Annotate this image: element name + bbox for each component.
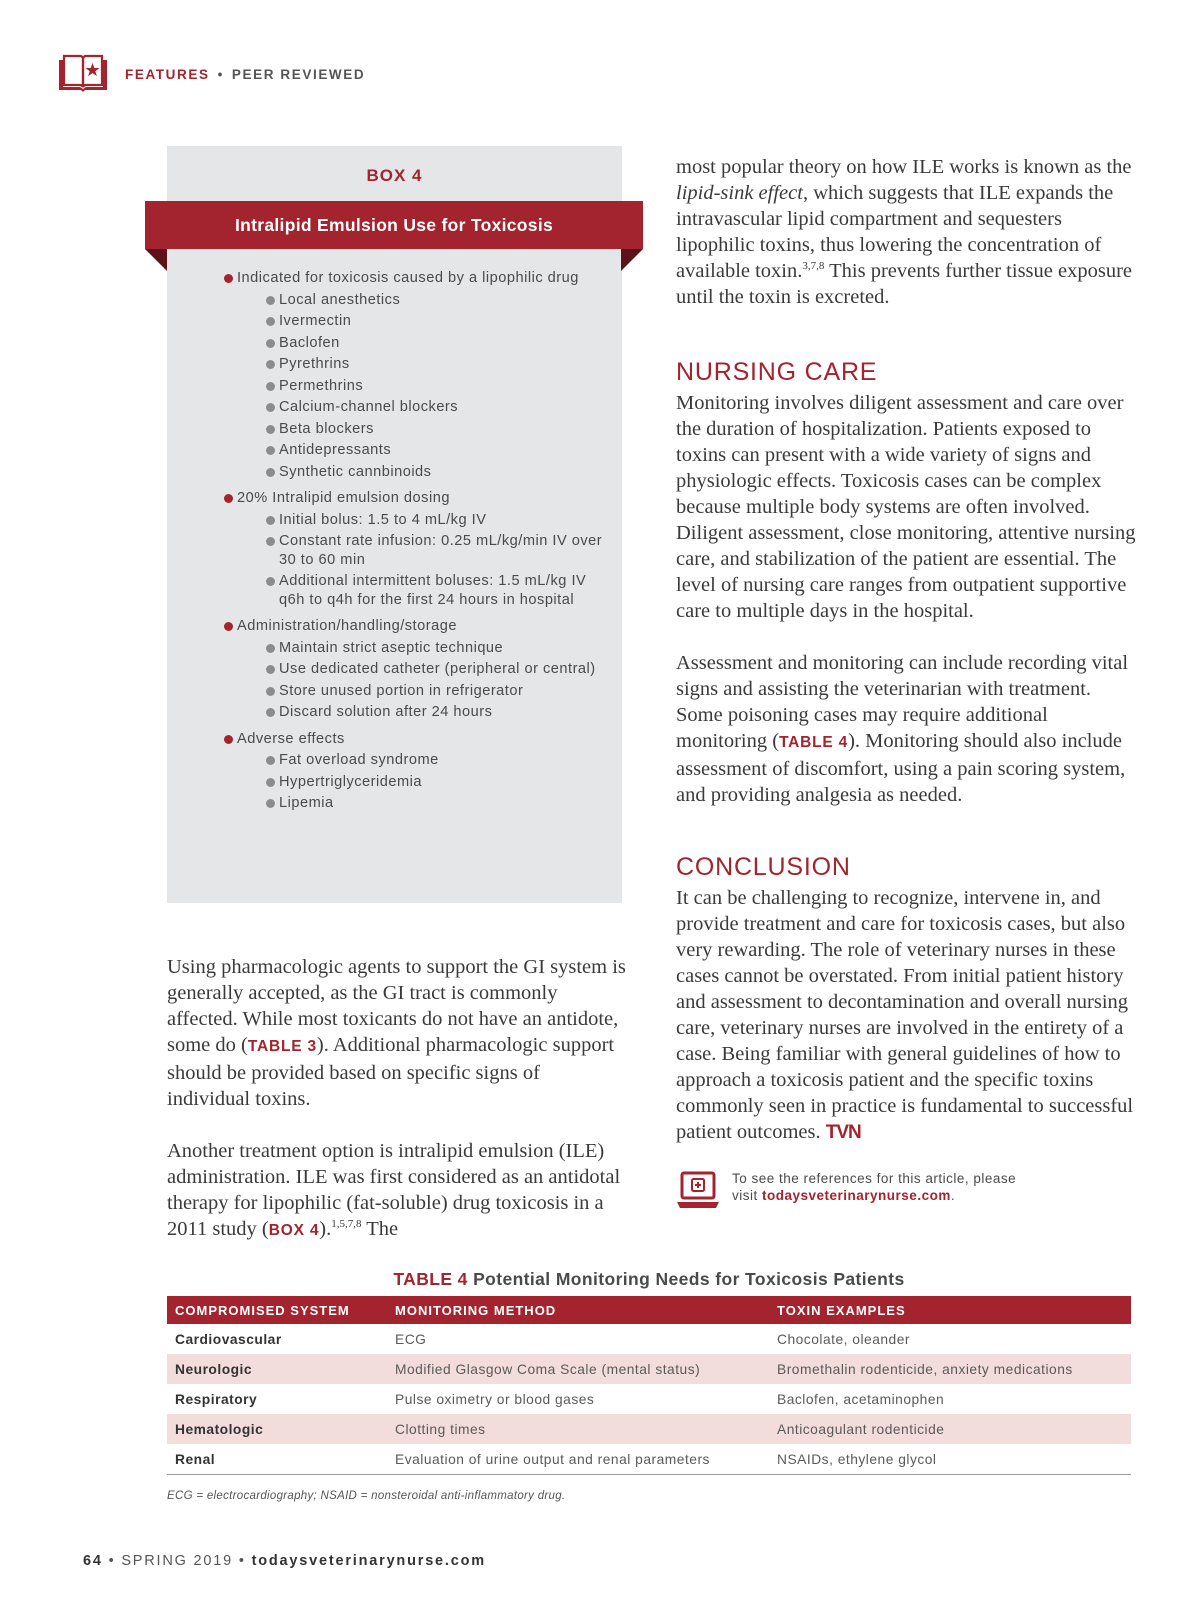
left-column	[167, 954, 627, 1244]
page-header	[57, 54, 365, 94]
cell-system: Hematologic	[167, 1414, 387, 1444]
tvn-end-mark: TVN	[825, 1122, 861, 1143]
paragraph-monitoring: Monitoring involves diligent assessment and care over the duration of hospitalization. Patients exposed to toxins can present with a wide variety of signs and physiologic effects. Toxicosis cases can be complex because multiple body systems are often involved. Diligent assessment, close monitoring, attentive nursing care, and stabilization of the patient are essential. The level of nursing care ranges from outpatient supportive care to multiple days in the hospital.	[676, 392, 1136, 622]
cell-system: Renal	[167, 1444, 387, 1475]
text-run: It can be challenging to recognize, intervene in, and provide treatment and care for toxicosis cases, but also very rewarding. The role of veterinary nurses in these cases cannot be overstated. From initial patient history and assessment to decontamination and overall nursing care, veterinary nurses are involved in the entirety of a case. Being familiar with general guidelines of how to approach a toxicosis patient and the specific toxins commonly seen in practice is fundamental to successful patient outcomes.	[676, 887, 1134, 1143]
page-footer	[83, 1553, 486, 1569]
monitoring-table	[167, 1296, 1131, 1475]
references-link[interactable]: todaysveterinarynurse.com	[762, 1188, 951, 1203]
references-suffix: .	[950, 1188, 956, 1203]
table-4-reference: TABLE 4	[779, 734, 849, 751]
book-star-icon	[57, 54, 109, 94]
box-sublist-item: Constant rate infusion: 0.25 mL/kg/min IV over 30 to 60 min	[237, 532, 604, 569]
box-sublist-item: Use dedicated catheter (peripheral or central)	[237, 660, 604, 679]
footer-site-link[interactable]: todaysveterinarynurse.com	[251, 1553, 486, 1569]
cell-method: Evaluation of urine output and renal parameters	[387, 1444, 769, 1475]
box-sublist-item: Ivermectin	[237, 312, 604, 331]
table-3-reference: TABLE 3	[247, 1038, 317, 1055]
table-row	[167, 1384, 1131, 1414]
box-4-reference: BOX 4	[268, 1222, 320, 1239]
box-list-item	[224, 489, 604, 609]
box-list-item-label: 20% Intralipid emulsion dosing	[237, 490, 450, 506]
box-title-banner: Intralipid Emulsion Use for Toxicosis	[145, 201, 643, 249]
cell-toxins: Bromethalin rodenticide, anxiety medications	[769, 1354, 1131, 1384]
table-title: Potential Monitoring Needs for Toxicosis Patients	[467, 1269, 905, 1289]
box-sublist-item: Permethrins	[237, 377, 604, 396]
box-sublist-item: Synthetic cannbinoids	[237, 463, 604, 482]
text-run: ). Monitoring should also include assessment of discomfort, using a pain scoring system, and providing analgesia as needed.	[676, 730, 1126, 806]
text-run: , which suggests that ILE expands the intravascular lipid compartment and sequesters lipophilic toxins, thus lowering the concentration of available toxin.	[676, 182, 1114, 282]
references-line: To see the references for this article, please	[732, 1171, 1017, 1186]
text-run: Assessment and monitoring can include recording vital signs and assisting the veterinarian with treatment. Some poisoning cases may require additional monitoring (	[676, 652, 1129, 752]
box-bullet-list	[224, 269, 604, 821]
table-row	[167, 1444, 1131, 1475]
cell-system: Respiratory	[175, 1391, 258, 1407]
cell-system: Neurologic	[167, 1354, 387, 1384]
citation-superscript: 1,5,7,8	[331, 1218, 362, 1230]
box-sublist-item: Pyrethrins	[237, 355, 604, 374]
right-column-intro	[676, 154, 1132, 310]
cell-toxins: Anticoagulant rodenticide	[769, 1414, 1131, 1444]
banner-fold-left	[145, 249, 167, 271]
box-label: BOX 4	[366, 166, 423, 185]
box-sublist-item: Initial bolus: 1.5 to 4 mL/kg IV	[237, 511, 604, 530]
table-header-row	[167, 1296, 1131, 1324]
features-label: FEATURES	[125, 66, 210, 82]
paragraph-assessment	[676, 650, 1136, 808]
cell-method: Pulse oximetry or blood gases	[395, 1391, 595, 1407]
nursing-care-section	[676, 390, 1136, 808]
header-separator: •	[217, 66, 224, 82]
cell-toxins: Chocolate, oleander	[777, 1331, 910, 1347]
text-run: Another treatment option is intralipid emulsion (ILE) administration. ILE was first considered as an antidotal therapy for lipophilic (fat-soluble) drug toxicosis in a 2011 study (	[167, 1140, 621, 1240]
section-label	[125, 67, 365, 82]
cell-method: Modified Glasgow Coma Scale (mental status)	[387, 1354, 769, 1384]
paragraph-conclusion	[676, 885, 1136, 1146]
cell-toxins: Baclofen, acetaminophen	[777, 1391, 945, 1407]
box-sublist-item: Discard solution after 24 hours	[237, 703, 604, 722]
box-sublist-item: Store unused portion in refrigerator	[237, 682, 604, 701]
text-run: ). Additional pharmacologic support should be provided based on specific signs of individual toxins.	[167, 1034, 615, 1110]
box-sublist-item: Hypertriglyceridemia	[237, 773, 604, 792]
table-label: TABLE 4	[393, 1269, 468, 1289]
paragraph-lipid-sink	[676, 154, 1132, 310]
cell-method: ECG	[395, 1331, 427, 1347]
paragraph-ile	[167, 1138, 627, 1244]
box-list-item-label: Indicated for toxicosis caused by a lipophilic drug	[237, 270, 579, 286]
box-sublist-item: Lipemia	[237, 794, 604, 813]
peer-reviewed-label: PEER REVIEWED	[231, 66, 366, 82]
box-sublist-item: Additional intermittent boluses: 1.5 mL/kg IV q6h to q4h for the first 24 hours in hospital	[237, 572, 604, 609]
table-footnote: ECG = electrocardiography; NSAID = nonsteroidal anti-inflammatory drug.	[167, 1490, 566, 1502]
references-text	[732, 1170, 1016, 1204]
box-list-item-label: Adverse effects	[237, 730, 345, 747]
text-run: most popular theory on how ILE works is known as the	[676, 156, 1132, 178]
footer-issue: SPRING 2019	[121, 1553, 233, 1569]
text-run: This prevents further tissue exposure until the toxin is excreted.	[676, 260, 1132, 308]
text-run: Using pharmacologic agents to support the GI system is generally accepted, as the GI tract is commonly affected. While most toxicants do not have an antidote, some do (	[167, 956, 626, 1056]
box-sublist-item: Antidepressants	[237, 441, 604, 460]
paragraph-gi-support	[167, 954, 627, 1112]
lipid-sink-term: lipid-sink effect	[676, 182, 803, 204]
header-compromised-system: COMPROMISED SYSTEM	[167, 1296, 387, 1324]
text-run: The	[361, 1218, 399, 1240]
box-list-item	[224, 269, 604, 481]
conclusion-section	[676, 885, 1136, 1146]
references-note	[676, 1170, 1016, 1215]
header-toxin-examples: TOXIN EXAMPLES	[769, 1296, 1131, 1324]
table-row	[167, 1414, 1131, 1444]
box-list-item-label: Administration/handling/storage	[237, 618, 457, 634]
box-list-item	[224, 617, 604, 722]
box-sublist-item: Local anesthetics	[237, 291, 604, 310]
cell-toxins: NSAIDs, ethylene glycol	[769, 1444, 1131, 1475]
box-list-item	[224, 730, 604, 813]
text-run: ).	[319, 1218, 332, 1240]
cell-method: Clotting times	[387, 1414, 769, 1444]
references-prefix: visit	[732, 1188, 762, 1203]
box-sublist-item: Maintain strict aseptic technique	[237, 639, 604, 658]
header-monitoring-method: MONITORING METHOD	[387, 1296, 769, 1324]
banner-fold-right	[621, 249, 643, 271]
box-sublist-item: Calcium-channel blockers	[237, 398, 604, 417]
citation-superscript: 3,7,8	[802, 260, 825, 272]
laptop-icon	[676, 1170, 720, 1215]
table-row	[167, 1324, 1131, 1354]
footer-separator: •	[108, 1553, 116, 1569]
box-sublist-item: Baclofen	[237, 334, 604, 353]
heading-nursing-care: NURSING CARE	[676, 358, 878, 386]
table-row	[167, 1354, 1131, 1384]
cell-system: Cardiovascular	[175, 1331, 282, 1347]
box-sublist-item: Fat overload syndrome	[237, 751, 604, 770]
heading-conclusion: CONCLUSION	[676, 853, 851, 881]
footer-separator: •	[238, 1553, 246, 1569]
table-caption	[167, 1269, 1131, 1290]
box-sublist-item: Beta blockers	[237, 420, 604, 439]
page-number: 64	[83, 1553, 103, 1569]
